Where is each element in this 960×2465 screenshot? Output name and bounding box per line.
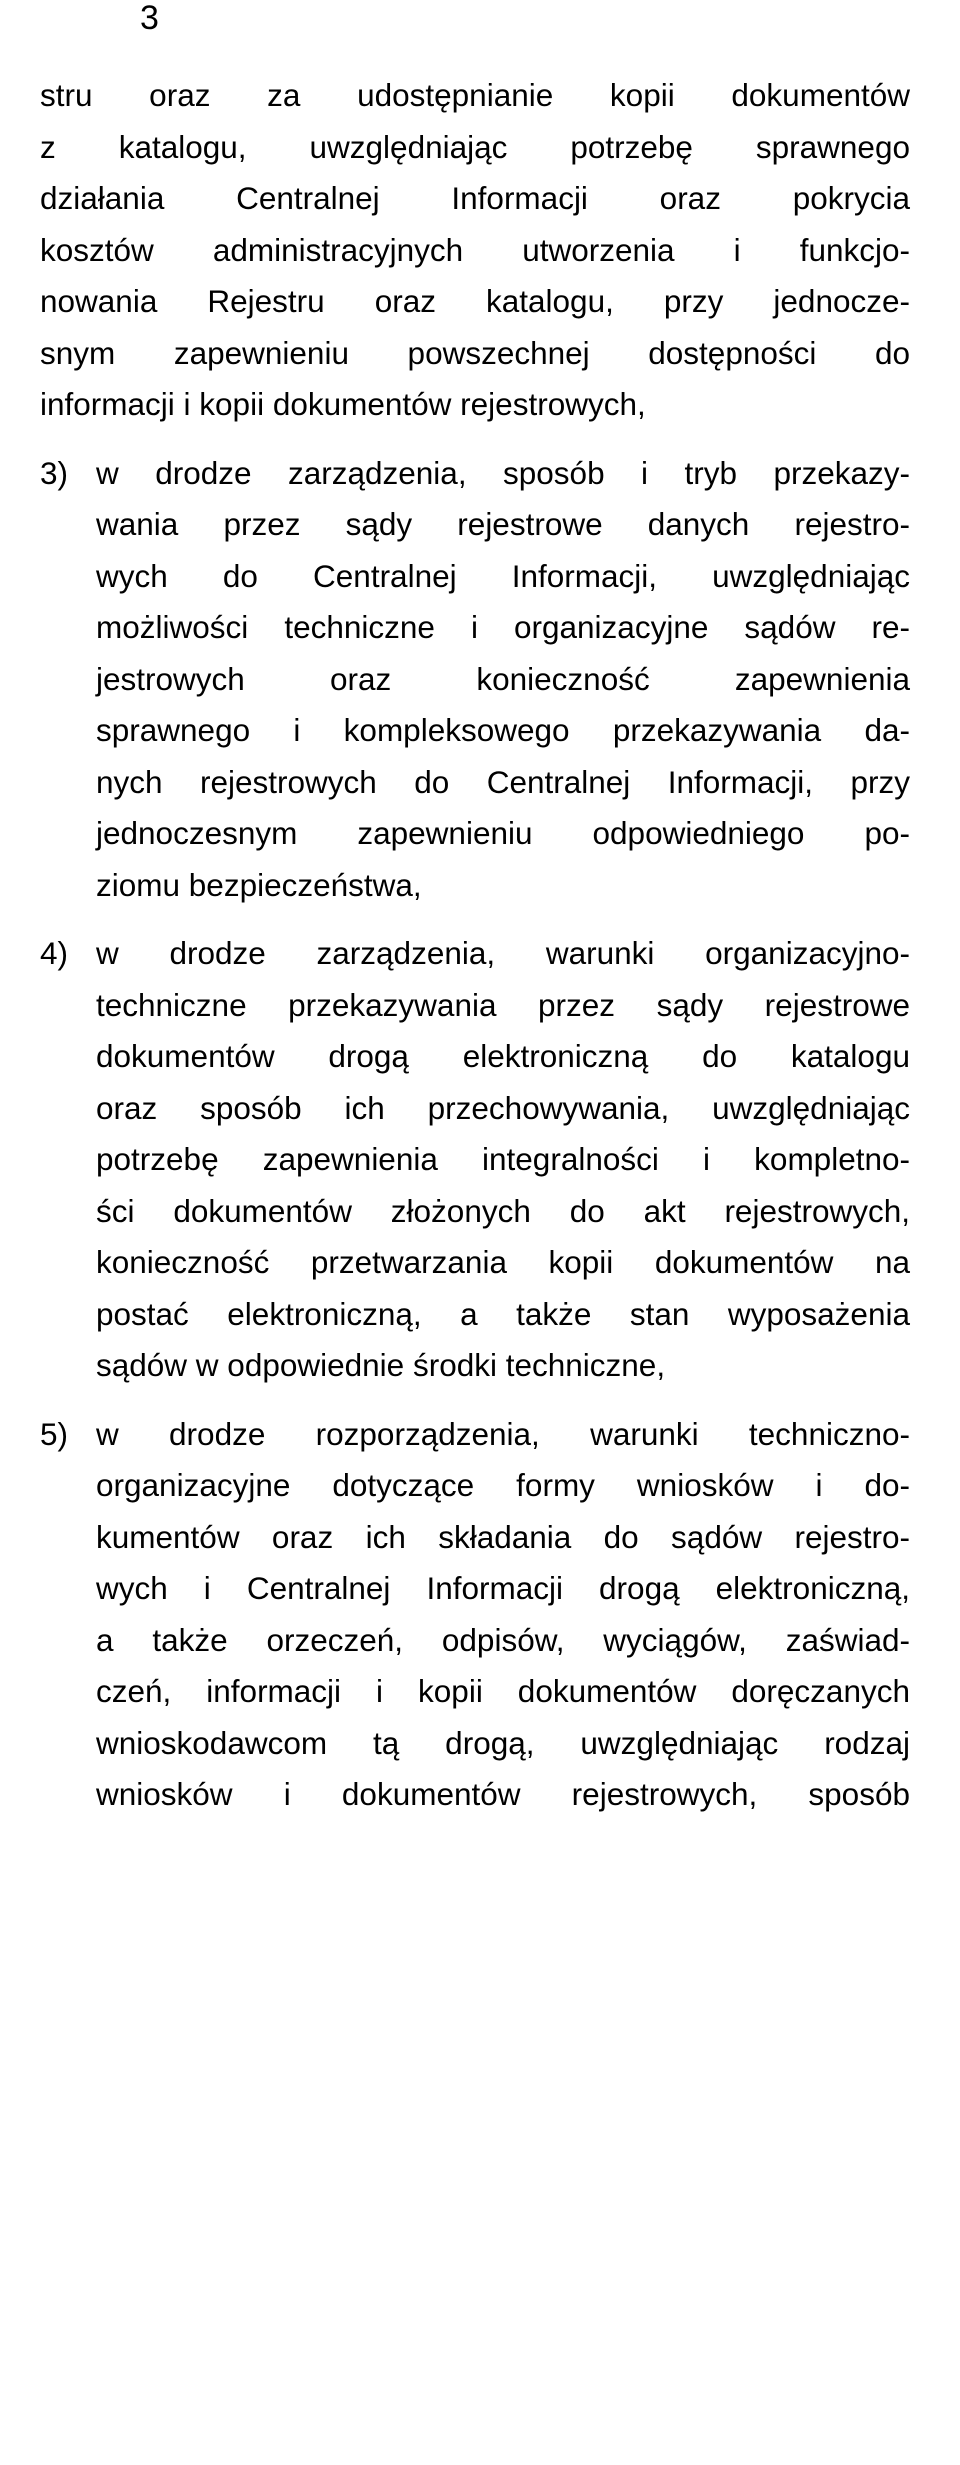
text-line: wniosków i dokumentów rejestrowych, sposób bbox=[96, 1776, 910, 1812]
list-item-line-row bbox=[40, 860, 910, 912]
list-indent bbox=[40, 1512, 96, 1564]
text-line: w drodze zarządzenia, sposób i tryb przekazy- bbox=[96, 454, 910, 491]
text-line: wania przez sądy rejestrowe danych rejestro- bbox=[96, 506, 910, 542]
text-line: potrzebę zapewnienia integralności i kompletno- bbox=[96, 1141, 910, 1177]
list-item-4 bbox=[40, 928, 910, 1392]
list-indent bbox=[40, 1563, 96, 1615]
list-item-first-line bbox=[40, 448, 910, 500]
list-indent bbox=[40, 1237, 96, 1289]
list-indent bbox=[40, 757, 96, 809]
text-line: wych i Centralnej Informacji drogą elektroniczną, bbox=[96, 1570, 910, 1606]
list-item-line-row bbox=[40, 980, 910, 1032]
list-indent bbox=[40, 1666, 96, 1718]
text-line: organizacyjne dotyczące formy wniosków i do- bbox=[96, 1467, 910, 1503]
text-line: sądów w odpowiednie środki techniczne, bbox=[96, 1347, 666, 1383]
list-indent bbox=[40, 1134, 96, 1186]
list-indent bbox=[40, 499, 96, 551]
list-indent bbox=[40, 1460, 96, 1512]
list-item-first-line bbox=[40, 928, 910, 980]
text-line: kumentów oraz ich składania do sądów rejestro- bbox=[96, 1518, 910, 1555]
text-line: z katalogu, uwzględniając potrzebę sprawnego bbox=[40, 128, 910, 165]
list-item-3 bbox=[40, 448, 910, 912]
text-line: informacji i kopii dokumentów rejestrowych, bbox=[40, 386, 646, 422]
list-item-line-row bbox=[40, 1615, 910, 1667]
list-item-first-line bbox=[40, 1409, 910, 1461]
document-body bbox=[40, 70, 910, 1821]
list-item-line-row bbox=[40, 602, 910, 654]
list-indent bbox=[40, 808, 96, 860]
list-item-line-row bbox=[40, 1134, 910, 1186]
text-line: wych do Centralnej Informacji, uwzględniając bbox=[96, 557, 910, 594]
list-indent bbox=[40, 654, 96, 706]
list-indent bbox=[40, 860, 96, 912]
text-line: sprawnego i kompleksowego przekazywania da- bbox=[96, 712, 910, 748]
list-item-line-row bbox=[40, 1237, 910, 1289]
list-indent bbox=[40, 602, 96, 654]
list-marker: 5) bbox=[40, 1415, 69, 1452]
text-line: techniczne przekazywania przez sądy rejestrowe bbox=[96, 986, 910, 1023]
text-line: w drodze rozporządzenia, warunki techniczno- bbox=[96, 1415, 910, 1452]
list-item-line-row bbox=[40, 1083, 910, 1135]
list-indent bbox=[40, 1340, 96, 1392]
list-indent bbox=[40, 1083, 96, 1135]
list-indent bbox=[40, 551, 96, 603]
text-line: nowania Rejestru oraz katalogu, przy jednocze- bbox=[40, 283, 910, 319]
list-item-line-row bbox=[40, 757, 910, 809]
continuation-paragraph bbox=[40, 70, 910, 431]
list-marker: 3) bbox=[40, 454, 69, 491]
list-indent bbox=[40, 1615, 96, 1667]
list-item-line-row bbox=[40, 654, 910, 706]
text-line: możliwości techniczne i organizacyjne sądów re- bbox=[96, 609, 910, 645]
list-indent bbox=[40, 980, 96, 1032]
text-line: postać elektroniczną, a także stan wyposażenia bbox=[96, 1295, 910, 1332]
text-line: jestrowych oraz konieczność zapewnienia bbox=[96, 660, 910, 697]
text-line: jednoczesnym zapewnieniu odpowiedniego po- bbox=[96, 815, 910, 851]
list-item-5 bbox=[40, 1409, 910, 1821]
text-line: oraz sposób ich przechowywania, uwzględniając bbox=[96, 1089, 910, 1126]
list-item-line-row bbox=[40, 1289, 910, 1341]
text-line: działania Centralnej Informacji oraz pokrycia bbox=[40, 180, 910, 216]
list-item-line-row bbox=[40, 1666, 910, 1718]
list-item-line-row bbox=[40, 1340, 910, 1392]
text-line: wnioskodawcom tą drogą, uwzględniając rodzaj bbox=[96, 1724, 910, 1761]
text-line: stru oraz za udostępnianie kopii dokumentów bbox=[40, 77, 910, 113]
list-indent bbox=[40, 705, 96, 757]
list-item-line-row bbox=[40, 1512, 910, 1564]
list-indent bbox=[40, 1769, 96, 1821]
list-indent bbox=[40, 1718, 96, 1770]
list-item-line-row bbox=[40, 551, 910, 603]
page-number: 3 bbox=[140, 0, 159, 37]
text-line: dokumentów drogą elektroniczną do katalogu bbox=[96, 1038, 910, 1074]
text-line: kosztów administracyjnych utworzenia i funkcjo- bbox=[40, 231, 910, 268]
text-line: ziomu bezpieczeństwa, bbox=[96, 866, 422, 903]
list-indent bbox=[40, 1186, 96, 1238]
list-item-line-row bbox=[40, 1460, 910, 1512]
list-item-line-row bbox=[40, 1563, 910, 1615]
list-item-line-row bbox=[40, 1769, 910, 1821]
text-line: snym zapewnieniu powszechnej dostępności do bbox=[40, 334, 910, 371]
text-line: ści dokumentów złożonych do akt rejestrowych, bbox=[96, 1192, 910, 1229]
list-indent bbox=[40, 1289, 96, 1341]
text-line: w drodze zarządzenia, warunki organizacyjno- bbox=[96, 935, 910, 971]
text-line: nych rejestrowych do Centralnej Informacji, przy bbox=[96, 763, 910, 800]
text-line: czeń, informacji i kopii dokumentów doręczanych bbox=[96, 1673, 910, 1709]
list-item-line-row bbox=[40, 1031, 910, 1083]
list-marker: 4) bbox=[40, 935, 69, 971]
list-item-line-row bbox=[40, 705, 910, 757]
list-indent bbox=[40, 1031, 96, 1083]
list-item-line-row bbox=[40, 808, 910, 860]
text-line: a także orzeczeń, odpisów, wyciągów, zaświad- bbox=[96, 1621, 910, 1658]
text-line: konieczność przetwarzania kopii dokumentów na bbox=[96, 1244, 910, 1280]
list-item-line-row bbox=[40, 1186, 910, 1238]
list-item-line-row bbox=[40, 499, 910, 551]
list-item-line-row bbox=[40, 1718, 910, 1770]
